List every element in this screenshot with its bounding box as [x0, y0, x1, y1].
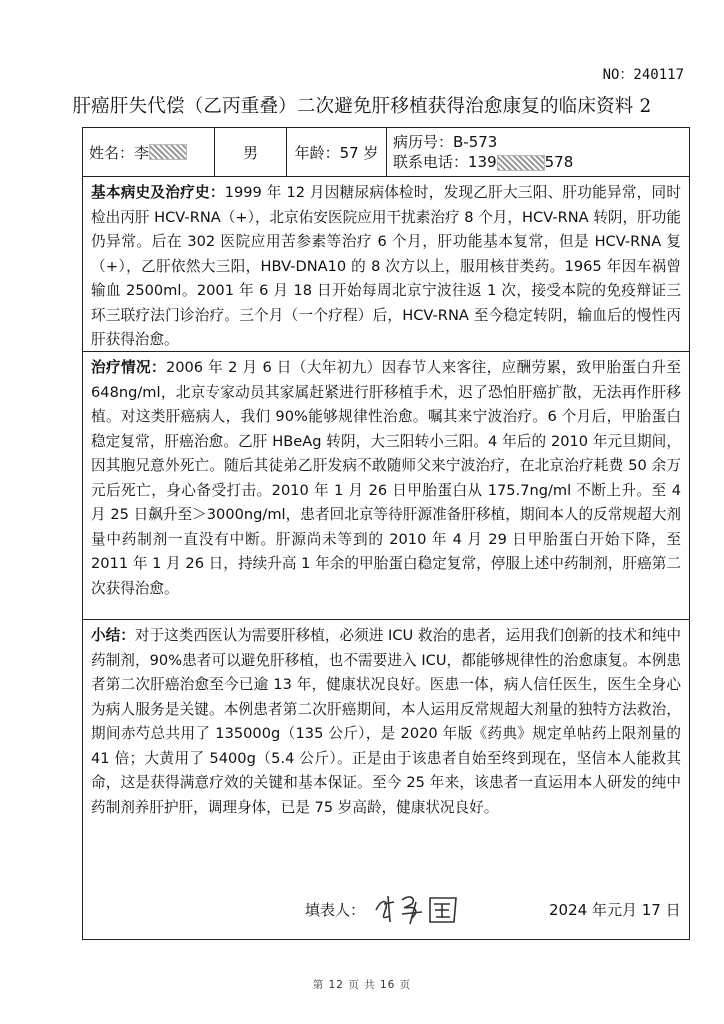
- form-date: 2024 年元月 17 日: [549, 901, 681, 919]
- phone-suffix: 578: [544, 153, 574, 171]
- history-heading: 基本病史及治疗史：: [91, 184, 225, 201]
- page-number: 第 12 页 共 16 页: [312, 979, 412, 991]
- patient-age: 年龄：57 岁: [294, 143, 379, 162]
- patient-name: 姓名：李: [89, 143, 150, 162]
- summary-heading: 小结：: [91, 627, 135, 644]
- history-text: 1999 年 12 月因糖尿病体检时，发现乙肝大三阳、肝功能异常，同时检出丙肝 HCV-RNA（+），北京佑安医院应用干扰素治疗 8 个月，HCV-RNA 转阴，肝功能仍异常。后在 302 医院应用苦参素等治疗 6 个月，肝功能基本复常，但是 HCV-RNA 复（+），乙肝依然大三阳，HBV-DNA10 的 8 次方以上，服用核苷类药。1965 年因车祸曾输血 2500ml。2001 年 6 月 18 日开始每周北京宁波往返 1 次，接受本院的免疫辩证三环三联疗法门诊治疗。三个月（一个疗程）后，HCV-RNA 至今稳定转阴，输血后的慢性丙肝获得治愈。: [91, 184, 681, 348]
- summary-text: 对于这类西医认为需要肝移植，必须进 ICU 救治的患者，运用我们创新的技术和纯中药制剂，90%患者可以避免肝移植，也不需要进入 ICU，都能够规律性的治愈康复。本例患者第二次肝癌治愈至今已逾 13 年，健康状况良好。医患一体，病人信任医生，医生全身心为病人服务是关键。本例患者第二次肝癌期间，本人运用反常规超大剂量的独特方法救治，期间赤芍总共用了 135000g（135 公斤），是 2020 年版《药典》规定单帖药上限剂量的 41 倍；大黄用了 5400g（5.4 公斤）。正是由于该患者自始至终到现在，坚信本人能救其命，这是获得满意疗效的关键和基本保证。至今 25 年来，该患者一直运用本人研发的纯中药制剂养肝护肝，调理身体，已是 75 岁高龄，健康状况良好。: [91, 627, 681, 816]
- patient-gender: 男: [242, 143, 258, 162]
- treatment-heading: 治疗情况：: [91, 359, 166, 376]
- treatment-text: 2006 年 2 月 6 日（大年初九）因春节人来客往，应酬劳累，致甲胎蛋白升至 648ng/ml，北京专家动员其家属赶紧进行肝移植手术，迟了恐怕肝癌扩散，无法再作肝移植。对这类肝癌病人，我们 90%能够规律性治愈。嘱其来宁波治疗。6 个月后，甲胎蛋白稳定复常，肝癌治愈。乙肝 HBeAg 转阴，大三阳转小三阳。4 年后的 2010 年元旦期间，因其胞兄意外死亡。随后其徒弟乙肝发病不敢随师父来宁波治疗，在北京治疗耗费 50 余万元后死亡，身心备受打击。2010 年 1 月 26 日甲胎蛋白从 175.7ng/ml 不断上升。至 4 月 25 日飙升至＞3000ng/ml，患者回北京等待肝源准备肝移植，期间本人的反常规超大剂量中药制剂一直没有中断。肝源尚未等到的 2010 年 4 月 29 日甲胎蛋白开始下降，至 2011 年 1 月 26 日，持续升高 1 年余的甲胎蛋白稳定复常，停服上述中药制剂，肝癌第二次获得治愈。: [91, 359, 681, 597]
- record-number: 病历号：B-573: [393, 133, 498, 151]
- document-title: 肝癌肝失代偿（乙丙重叠）二次避免肝移植获得治愈康复的临床资料 2: [72, 96, 652, 117]
- handwritten-signature: [372, 890, 462, 928]
- phone-prefix: 联系电话：139: [393, 153, 497, 171]
- document-number: NO：240117: [602, 67, 684, 83]
- filler-label: 填表人：: [305, 901, 366, 919]
